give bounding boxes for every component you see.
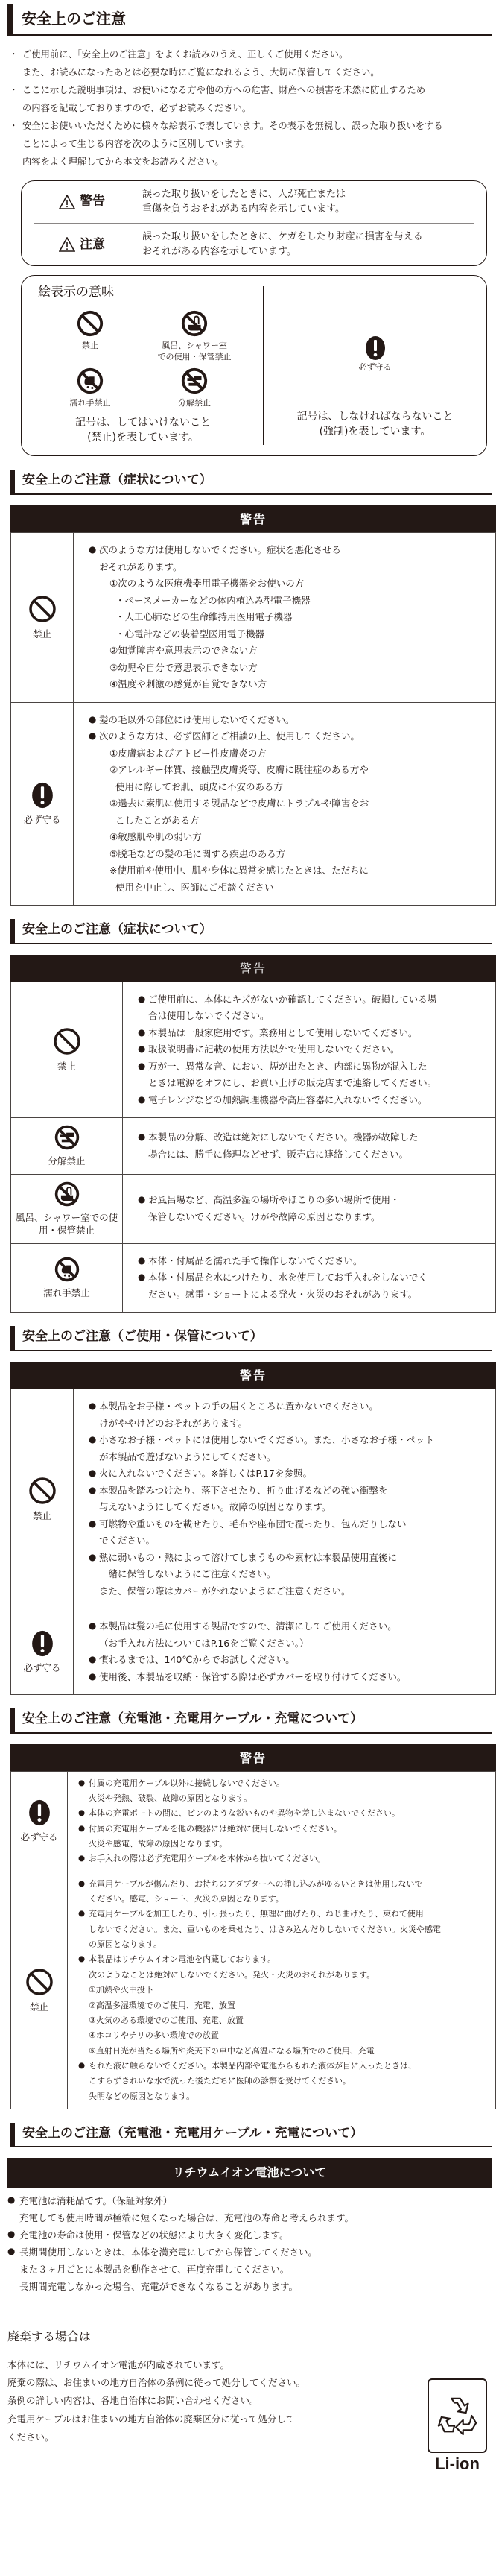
symbol-label: 分解禁止: [48, 1155, 86, 1167]
continuation-line: ②知覚障害や意思表示のできない方: [109, 645, 258, 656]
warning-text-cell: [123, 1243, 496, 1313]
bullet-item: ● 充電用ケーブルが傷んだり、お持ちのアダプターへの挿し込みがゆるいときは使用しないで: [78, 1877, 488, 1892]
intro-text: また、お読みになったあとは必要な時にご覧になれるよう、大切に保管してください。: [22, 66, 380, 78]
continuation-line: でください。: [99, 1535, 156, 1546]
liion-recycle-mark: [428, 2378, 487, 2474]
disposal-section: [7, 2356, 492, 2474]
warning-row: [11, 1872, 496, 2109]
symbol-cell: [11, 533, 74, 703]
symbol-cell: [11, 982, 123, 1118]
liion-label: Li-ion: [435, 2454, 480, 2473]
intro-text: の内容を記載しておりますので、必ずお読みください。: [22, 102, 252, 113]
warning-row: [11, 1175, 496, 1244]
bullet-item: ● 充電用ケーブルを加工したり、引っ張ったり、無理に曲げたり、ねじ曲げたり、束ねて使用: [78, 1907, 488, 1922]
intro-text: ご使用前に、「安全上のご注意」をよくお読みのうえ、正しくご使用ください。: [22, 49, 349, 60]
bullet-item: ● 慣れるまでは、140℃からでお試しください。: [89, 1652, 488, 1669]
section-heading-symptoms: 安全上のご注意（症状について）: [10, 470, 492, 495]
warning-row: [11, 533, 496, 703]
intro-item: [12, 118, 492, 171]
disposal-line: 廃棄の際は、お住まいの地方自治体の条例に従って処分してください。: [7, 2376, 306, 2388]
bullet-item: ● 電子レンジなどの加熱調理機器や高圧容器に入れないでください。: [138, 1092, 488, 1109]
symbol-cell: [11, 702, 74, 906]
symbol-cell: [11, 1243, 123, 1313]
bullet-item: ● もれた液に触らないでください。本製品内部や電池からもれた液体が目に入ったときは、: [78, 2059, 488, 2074]
disposal-line: 条例の詳しい内容は、各地自治体にお問い合わせください。: [7, 2395, 259, 2407]
caption-line: (強制)を表しています。: [319, 425, 431, 438]
disposal-line: ください。: [7, 2431, 54, 2443]
bullet-item: ● 付属の充電用ケーブル以外に接続しないでください。: [78, 1776, 488, 1791]
prohibited-icon: [13, 1967, 66, 1997]
warning-row: [11, 1243, 496, 1313]
bullet-item: ● 万が一、異常な音、におい、煙が出たとき、内部に異物が混入した: [138, 1058, 488, 1076]
warning-row: [11, 1609, 496, 1695]
continuation-line: ・人工心肺などの生命維持用医用電子機器: [115, 611, 293, 622]
continuation-line: ①皮膚病およびアトピー性皮膚炎の方: [109, 747, 267, 759]
disposal-line: 充電用ケーブルはお住まいの地方自治体の廃棄区分に従って処分して: [7, 2413, 296, 2425]
continuation-line: 一緒に保管しないようにご注意ください。: [99, 1568, 276, 1579]
continuation-line: ・心電計などの装着型医用電子機器: [115, 628, 265, 640]
caption-line: 記号は、してはいけないこと: [75, 417, 211, 429]
legend-label: 必ず守る: [358, 362, 392, 373]
bullet-item: ● お手入れの際は必ず充電用ケーブルを本体から抜いてください。: [78, 1852, 488, 1866]
continuation-line: ④温度や刺激の感覚が自覚できない方: [109, 678, 267, 689]
prohibited-icon: [13, 594, 71, 624]
intro-text: ここに示した説明事項は、お使いになる方や他の方への危害、財産への損害を未然に防止するため: [22, 84, 426, 95]
continuation-line: ⑤脱毛などの髪の毛に関する疾患のある方: [109, 847, 286, 859]
no-disassembly-icon: [180, 367, 209, 395]
mandatory-exclamation-icon: [364, 335, 387, 361]
warning-table-symptoms-2: [10, 955, 496, 1313]
symbol-cell: [11, 1771, 68, 1872]
legend-no-disassembly: [142, 367, 247, 408]
section-heading-usage-storage: 安全上のご注意（ご使用・保管について）: [10, 1326, 492, 1351]
continuation-line: 充電しても使用時間が極端に短くなった場合は、充電池の寿命と考えられます。: [19, 2212, 355, 2223]
symbol-label: 必ず守る: [23, 1661, 61, 1673]
continuation-line: ③幼児や自分で意思表示できない方: [109, 661, 258, 673]
caption-line: (禁止)を表しています。: [87, 431, 199, 443]
caution-triangle-icon: [59, 237, 75, 252]
no-wet-hands-icon: [76, 367, 104, 395]
caption-line: 記号は、しなければならないこと: [296, 411, 454, 423]
intro-text: 安全にお使いいただくために様々な絵表示で表しています。その表示を無視し、誤った取り扱いをする: [22, 120, 443, 131]
continuation-line: ②アレルギー体質、接触型皮膚炎等、皮膚に既往症のある方や: [109, 764, 369, 775]
continuation-line: また、保管の際はカバーが外れないようにご注意ください。: [99, 1585, 351, 1597]
continuation-line: 合は使用しないでください。: [148, 1010, 270, 1022]
level-caution: [34, 223, 474, 265]
legend-title: 絵表示の意味: [38, 285, 114, 300]
intro-text: ことによって生じる内容を次のように区別しています。: [22, 138, 251, 149]
symbol-legend-box: [21, 275, 487, 456]
warning-table-battery: [10, 1744, 496, 2109]
bullet-item: ● 本製品をお子様・ペットの手の届くところに置かないでください。: [89, 1398, 488, 1415]
bullet-item: ● 本体の充電ポートの間に、ピンのような鋭いものや異物を差し込まないでください。: [78, 1806, 488, 1821]
section-heading-symptoms-2: 安全上のご注意（症状について）: [10, 919, 492, 944]
bullet-item: ● 取扱説明書に記載の使用方法以外で使用しないでください。: [138, 1041, 488, 1058]
bullet-item: ● 熱に弱いもの・熱によって溶けてしまうものや素材は本製品使用直後に: [89, 1550, 488, 1567]
warning-text-cell: [74, 1389, 496, 1609]
legend-label: での使用・保管禁止: [157, 351, 232, 362]
level-description: おそれがある内容を示しています。: [142, 246, 296, 258]
warning-header: 警告: [11, 1362, 496, 1389]
warning-row: [11, 1771, 496, 1872]
symbol-label: 濡れ手禁止: [43, 1287, 90, 1299]
symbol-label: 禁止: [57, 1061, 76, 1072]
continuation-line: こすらずきれいな水で洗った後ただちに医師の診察を受けてください。: [89, 2076, 351, 2086]
severity-levels-box: [21, 180, 487, 267]
symbol-cell: [11, 1389, 74, 1609]
continuation-line: ③火気のある環境でのご使用、充電、放置: [89, 2015, 244, 2025]
legend-prohibited: [38, 309, 142, 362]
continuation-line: ①加熱や火中投下: [89, 1985, 153, 1995]
legend-label: 風呂、シャワー室: [162, 341, 227, 351]
continuation-line: 火災や発熱、破裂、故障の原因となります。: [89, 1793, 252, 1804]
symbol-cell: [11, 1175, 123, 1244]
continuation-line: 使用に際してお肌、頭皮に不安のある方: [115, 780, 284, 792]
continuation-line: こしたことがある方: [115, 814, 200, 826]
bullet-item: ● 次のような方は使用しないでください。症状を悪化させる: [89, 542, 488, 559]
mandatory-icon: [13, 1629, 71, 1658]
bullet-item: ● 付属の充電用ケーブルを他の機器には絶対に使用しないでください。: [78, 1822, 488, 1837]
continuation-line: 使用を中止し、医師にご相談ください: [115, 881, 274, 893]
bullet-item: ● ご使用前に、本体にキズがないか確認してください。破損している場: [138, 991, 488, 1008]
prohibited-icon: [13, 1476, 71, 1506]
warning-text-cell: [123, 1118, 496, 1175]
liion-notes: [7, 2192, 492, 2296]
section-heading-battery: 安全上のご注意（充電池・充電用ケーブル・充電について）: [10, 1708, 492, 1734]
continuation-line: けがややけどのおそれがあります。: [99, 1417, 248, 1429]
recycle-icon: [436, 2393, 479, 2439]
continuation-line: ださい。感電・ショートによる発火・火災のおそれがあります。: [148, 1288, 418, 1300]
warning-row: [11, 1389, 496, 1609]
prohibition-legend: [22, 286, 264, 445]
continuation-line: おそれがあります。: [99, 561, 182, 572]
mandatory-icon: [13, 781, 71, 809]
warning-row: [11, 702, 496, 906]
level-warning: [34, 181, 474, 223]
warning-row: [11, 1118, 496, 1175]
continuation-line: 長期間充電しなかった場合、充電ができなくなることがあります。: [19, 2281, 299, 2293]
continuation-line: ときは電源をオフにし、お買い上げの販売店まで連絡してください。: [148, 1077, 437, 1089]
disposal-text: [7, 2356, 305, 2474]
level-label: 警告: [80, 194, 105, 209]
bullet-item: ● 本製品を踏みつけたり、落下させたり、折り曲げるなどの強い衝撃を: [89, 1483, 488, 1500]
bullet-item: ● 充電池は消耗品です。（保証対象外）: [7, 2192, 492, 2209]
symbol-label: 必ず守る: [20, 1831, 58, 1843]
bullet-item: ● 小さなお子様・ペットには使用しないでください。また、小さなお子様・ペット: [89, 1432, 488, 1449]
continuation-line: ④敏感肌や肌の弱い方: [109, 831, 202, 842]
intro-notes: [7, 46, 492, 171]
continuation-line: ※使用前や使用中、肌や身体に異常を感じたときは、ただちに: [109, 865, 369, 876]
mandatory-caption: [297, 410, 454, 439]
warning-text-cell: [68, 1771, 496, 1872]
prohibition-caption: [38, 416, 263, 445]
intro-item: [12, 82, 492, 118]
warning-text-cell: [68, 1872, 496, 2109]
no-wet-hands-icon: [13, 1256, 121, 1283]
symbol-label: 禁止: [32, 1509, 51, 1521]
bullet-item: ● 髪の毛以外の部位には使用しないでください。: [89, 712, 488, 729]
warning-table-symptoms-1: [10, 505, 496, 906]
continuation-line: （お手入れ方法についてはP.16をご覧ください。）: [99, 1637, 309, 1649]
bullet-item: ● 火に入れないでください。※詳しくはP.17を参照。: [89, 1465, 488, 1483]
liion-title-bar: リチウムイオン電池について: [7, 2158, 492, 2187]
intro-item: [12, 46, 492, 82]
continuation-line: ④ホコリやチリの多い環境での放置: [89, 2030, 219, 2041]
bullet-item: ● 使用後、本製品を収納・保管する際は必ずカバーを取り付けてください。: [89, 1669, 488, 1686]
continuation-line: 与えないようにしてください。故障の原因となります。: [99, 1501, 331, 1512]
mandatory-icon: [13, 1799, 66, 1827]
warning-text-cell: [74, 702, 496, 906]
continuation-line: 火災や感電、故障の原因となります。: [89, 1839, 228, 1849]
no-bath-icon: [13, 1181, 121, 1208]
continuation-line: 失明などの原因となります。: [89, 2091, 195, 2101]
bullet-item: ● 本製品は髪の毛に使用する製品ですので、清潔にしてご使用ください。: [89, 1618, 488, 1635]
level-label: 注意: [80, 236, 105, 252]
prohibited-icon: [76, 309, 104, 338]
warning-text-cell: [123, 1175, 496, 1244]
continuation-line: 場合には、勝手に修理などせず、販売店に連絡してください。: [148, 1148, 409, 1160]
continuation-line: ⑤直射日光が当たる場所や炎天下の車中など高温になる場所でのご使用、充電: [89, 2045, 375, 2056]
bullet-item: ● お風呂場など、高温多湿の場所やほこりの多い場所で使用・: [138, 1192, 488, 1209]
warning-row: [11, 982, 496, 1118]
warning-table-usage: [10, 1362, 496, 1695]
warning-text-cell: [74, 533, 496, 703]
legend-label: 分解禁止: [178, 397, 211, 408]
bullet-item: ● 本体・付属品を濡れた手で操作しないでください。: [138, 1253, 488, 1270]
continuation-line: ③過去に素肌に使用する製品などで皮膚にトラブルや障害をお: [109, 798, 369, 809]
level-description: 誤った取り扱いをしたときに、人が死亡または: [142, 188, 346, 200]
warning-text-cell: [123, 982, 496, 1118]
continuation-line: の原因となります。: [89, 1939, 162, 1950]
level-description: 重傷を負うおそれがある内容を示しています。: [142, 203, 345, 215]
bullet-item: ● 長期間使用しないときは、本体を満充電にしてから保管してください。: [7, 2244, 492, 2261]
continuation-line: ・ペースメーカーなどの体内植込み型電子機器: [115, 594, 311, 606]
warning-text-cell: [74, 1609, 496, 1695]
continuation-line: しないでください。また、重いものを乗せたり、はさみ込んだりしないでください。火災や感電: [89, 1924, 441, 1934]
symbol-label: 必ず守る: [23, 813, 61, 825]
continuation-line: ①次のような医療機器用電子機器をお使いの方: [109, 578, 305, 589]
no-disassembly-icon: [13, 1124, 121, 1151]
continuation-line: 保管しないでください。けがや故障の原因となります。: [148, 1210, 381, 1222]
continuation-line: が本製品で遊ばないようにしてください。: [99, 1450, 276, 1462]
section-heading-liion: 安全上のご注意（充電池・充電用ケーブル・充電について）: [10, 2123, 492, 2148]
bullet-item: ● 次のような方は、必ず医師とご相談の上、使用してください。: [89, 728, 488, 745]
legend-label: 禁止: [82, 341, 98, 351]
warning-triangle-icon: [59, 195, 75, 209]
bullet-item: ● 可燃物や重いものを載せたり、毛布や座布団で覆ったり、包んだりしない: [89, 1516, 488, 1533]
page-title: 安全上のご注意: [7, 4, 492, 36]
warning-header: 警告: [11, 505, 496, 532]
legend-label: 濡れ手禁止: [69, 397, 111, 408]
symbol-cell: [11, 1118, 123, 1175]
continuation-line: 次のようなことは絶対にしないでください。発火・火災のおそれがあります。: [89, 1969, 375, 1980]
disposal-title: 廃棄する場合は: [7, 2329, 92, 2344]
continuation-line: ください。感電、ショート、火災の原因となります。: [89, 1894, 284, 1904]
mandatory-legend: [264, 276, 486, 455]
warning-header: 警告: [11, 1744, 496, 1771]
disposal-line: 本体には、リチウムイオン電池が内蔵されています。: [7, 2358, 230, 2370]
symbol-label: 禁止: [32, 628, 51, 640]
level-description: 誤った取り扱いをしたときに、ケガをしたり財産に損害を与える: [142, 231, 423, 243]
bullet-item: ● 本製品は一般家庭用です。業務用として使用しないでください。: [138, 1025, 488, 1042]
symbol-label: 風呂、シャワー室での使用・保管禁止: [15, 1212, 118, 1236]
bullet-item: ● 本体・付属品を水につけたり、水を使用してお手入れをしないでく: [138, 1269, 488, 1287]
bullet-item: ● 本製品はリチウムイオン電池を内蔵しております。: [78, 1952, 488, 1967]
continuation-line: ②高温多湿環境でのご使用、充電、放置: [89, 2000, 235, 2010]
symbol-cell: [11, 1609, 74, 1695]
symbol-cell: [11, 1872, 68, 2109]
intro-text: 内容をよく理解してから本文をお読みください。: [22, 156, 224, 167]
continuation-line: また３ヶ月ごとに本製品を動作させて、再度充電してください。: [19, 2264, 290, 2276]
warning-header: 警告: [11, 955, 496, 982]
bullet-item: ● 本製品の分解、改造は絶対にしないでください。機器が故障した: [138, 1129, 488, 1146]
symbol-label: 禁止: [29, 2001, 48, 2012]
legend-no-wet-hands: [38, 367, 142, 408]
bullet-item: ● 充電池の寿命は使用・保管などの状態により大きく変化します。: [7, 2226, 492, 2244]
prohibited-icon: [13, 1026, 121, 1056]
no-bath-icon: [180, 309, 209, 338]
legend-no-bath: [142, 309, 247, 362]
